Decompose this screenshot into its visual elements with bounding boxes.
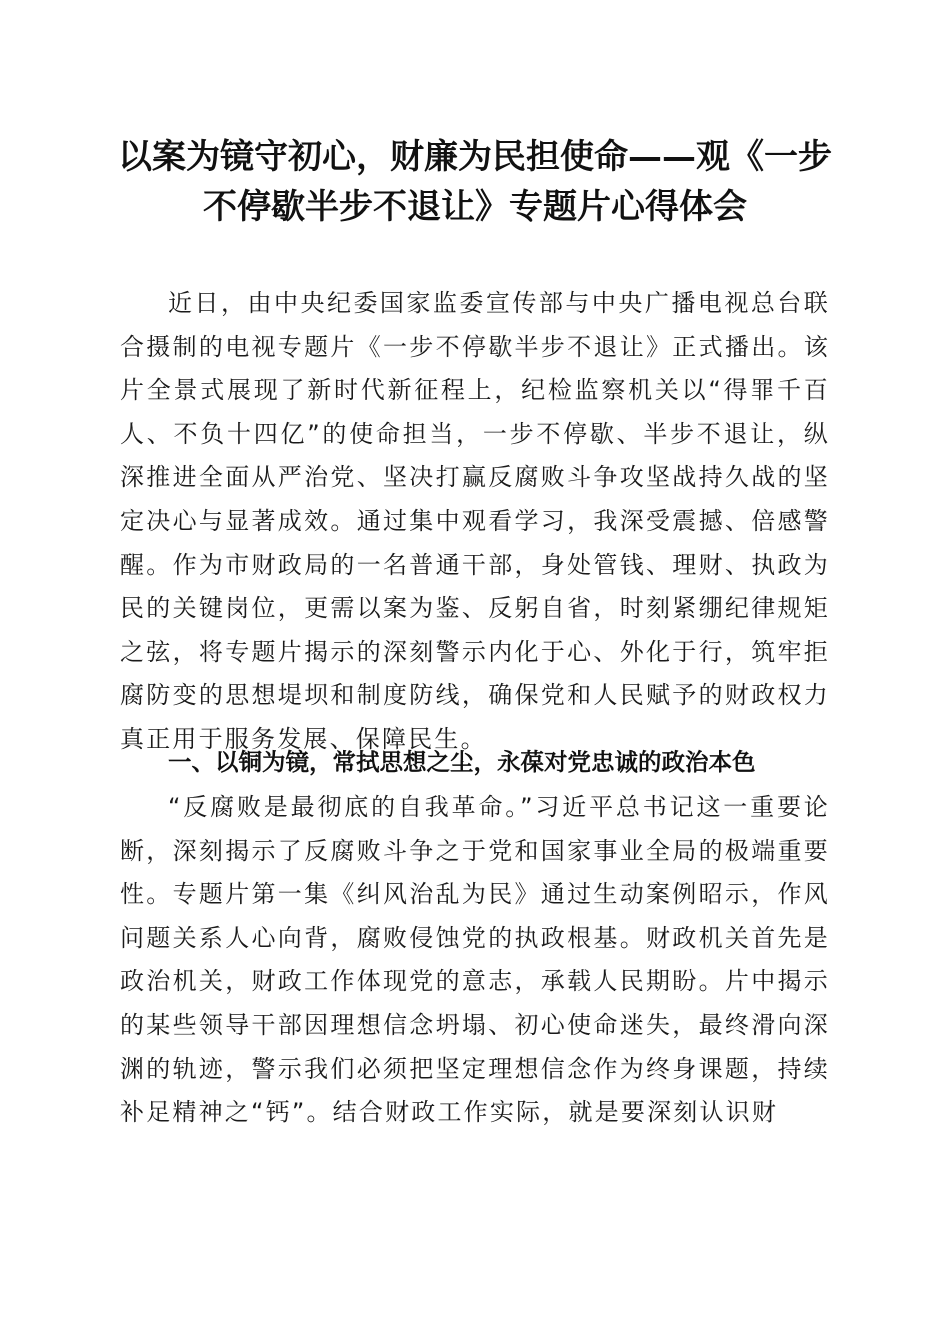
intro-paragraph: 近日，由中央纪委国家监委宣传部与中央广播电视总台联合摄制的电视专题片《一步不停歇半步不退让》正式播出。该片全景式展现了新时代新征程上，纪检监察机关以“得罪千百人、不负十四亿”的使命担当，一步不停歇、半步不退让，纵深推进全面从严治党、坚决打赢反腐败斗争攻坚战持久战的坚定决心与显著成效。通过集中观看学习，我深受震撼、倍感警醒。作为市财政局的一名普通干部，身处管钱、理财、执政为民的关键岗位，更需以案为鉴、反躬自省，时刻紧绷纪律规矩之弦，将专题片揭示的深刻警示内化于心、外化于行，筑牢拒腐防变的思想堤坝和制度防线，确保党和人民赋予的财政权力真正用于服务发展、保障民生。 [120,289,830,753]
section-1-paragraph: “反腐败是最彻底的自我革命。”习近平总书记这一重要论断，深刻揭示了反腐败斗争之于党和国家事业全局的极端重要性。专题片第一集《纠风治乱为民》通过生动案例昭示，作风问题关系人心向背，腐败侵蚀党的执政根基。财政机关首先是政治机关，财政工作体现党的意志，承载人民期盼。片中揭示的某些领导干部因理想信念坍塌、初心使命迷失，最终滑向深渊的轨迹，警示我们必须把坚定理想信念作为终身课题，持续补足精神之“钙”。结合财政工作实际，就是要深刻认识财 [120,793,830,1127]
document-title: 以案为镜守初心，财廉为民担使命——观《一步不停歇半步不退让》专题片心得体会 [118,137,832,227]
section-heading-1: 一、以铜为镜，常拭思想之尘，永葆对党忠诚的政治本色 [168,748,756,776]
